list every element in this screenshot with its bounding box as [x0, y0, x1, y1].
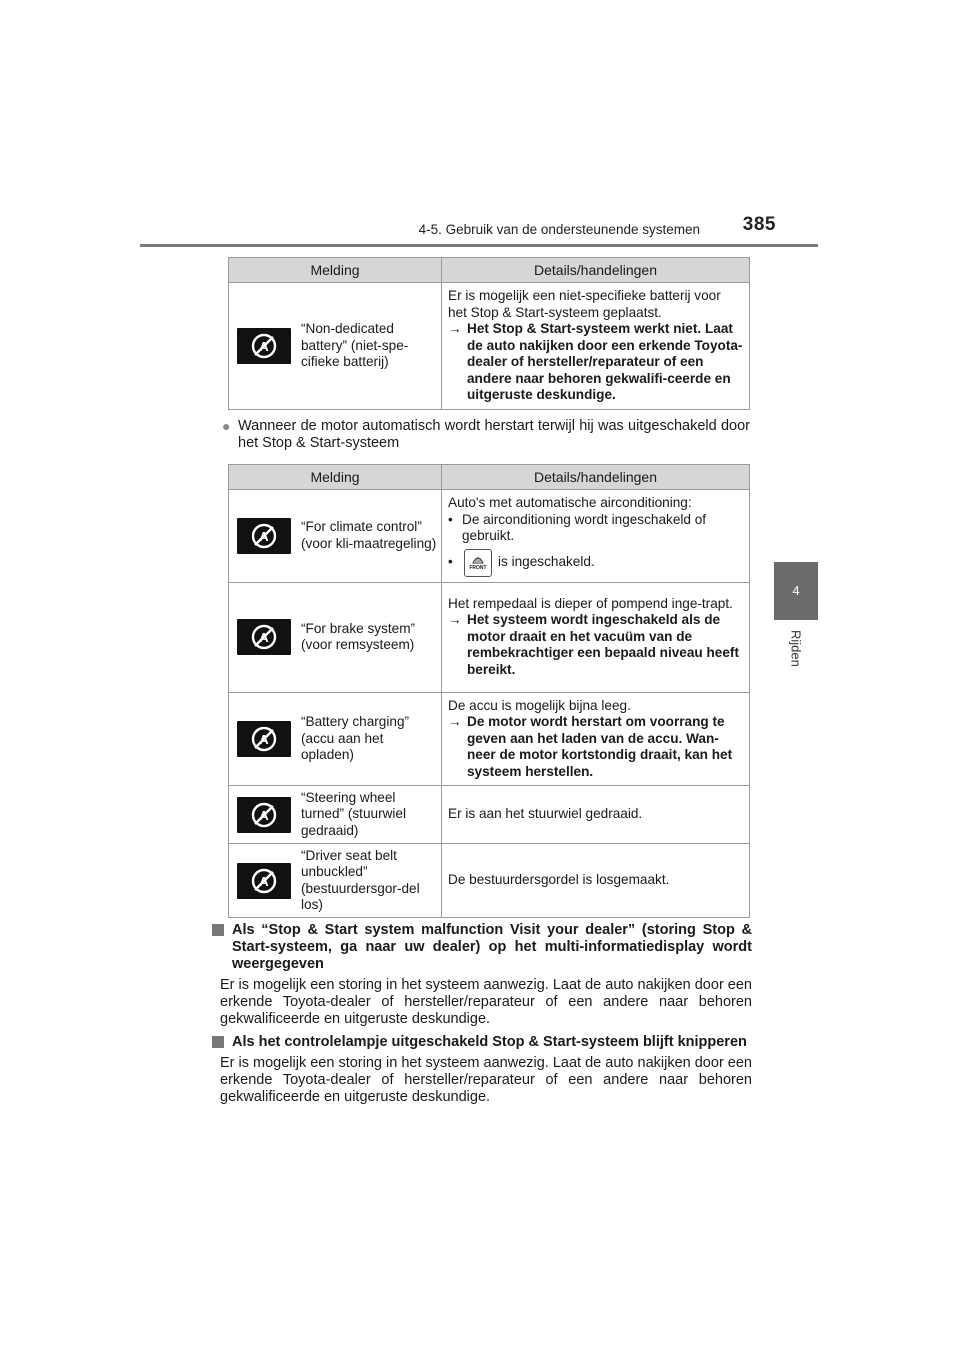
table-row [229, 582, 750, 692]
section-square-icon [212, 1036, 224, 1048]
svg-text:A: A [259, 338, 269, 354]
table-row [229, 692, 750, 786]
action-text: Het Stop & Start-systeem werkt niet. Laat de auto nakijken door een erkende Toyota-dealer of hersteller/reparateur of een andere naar behoren gekwalifi-ceerde en uitgeruste deskundige. [467, 321, 743, 402]
arrow-icon: → [448, 321, 462, 336]
bullet-icon: • [448, 554, 453, 570]
section-square-icon [212, 924, 224, 936]
svg-text:A: A [259, 873, 269, 889]
bullet-text: is ingeschakeld. [498, 554, 595, 570]
col-header-melding: Melding [229, 258, 442, 283]
section-malfunction-message [212, 922, 752, 1028]
arrow-icon: → [448, 612, 462, 628]
section-body: Er is mogelijk een storing in het systeem aanwezig. Laat de auto nakijken door een erkende Toyota-dealer of hersteller/reparateur of een andere naar behoren gekwalificeerde en uitgeruste deskundige. [220, 1055, 752, 1105]
action-text: De motor wordt herstart om voorrang te geven aan het laden van de accu. Wan-neer de motor kortstondig draait, kan het systeem herstellen. [467, 714, 733, 779]
front-defroster-icon: FRONT [464, 549, 492, 577]
stop-start-off-icon [237, 721, 291, 757]
detail-text: Er is aan het stuurwiel gedraaid. [448, 806, 643, 822]
page-number: 385 [742, 214, 776, 235]
bullet-text: De airconditioning wordt ingeschakeld of gebruikt. [462, 511, 707, 543]
chapter-label: Rijden [788, 630, 804, 667]
stop-start-off-icon [237, 797, 291, 833]
stop-start-off-icon [237, 863, 291, 899]
section-body: Er is mogelijk een storing in het systeem aanwezig. Laat de auto nakijken door een erkende Toyota-dealer of hersteller/reparateur of een andere naar behoren gekwalificeerde en uitgeruste deskundige. [220, 977, 752, 1027]
table-row [229, 844, 750, 918]
table-row [229, 786, 750, 844]
message-table-2 [228, 464, 750, 918]
table-row [229, 490, 750, 583]
detail-text: Er is mogelijk een niet-specifieke batterij voor het Stop & Start-systeem geplaatst. [448, 288, 721, 320]
col-header-details: Details/handelingen [442, 258, 750, 283]
svg-text:A: A [259, 528, 269, 544]
message-text: “For climate control” (voor kli-maatregeling) [301, 519, 437, 551]
chapter-tab: 4 [774, 562, 818, 620]
message-text: “Driver seat belt unbuckled” (bestuurdersgor-del los) [301, 847, 420, 912]
section-indicator-flashing [212, 1034, 752, 1106]
col-header-details: Details/handelingen [442, 465, 750, 490]
message-text: “For brake system” (voor remsysteem) [301, 620, 416, 652]
detail-text: Auto's met automatische airconditioning: [448, 495, 692, 510]
svg-text:A: A [259, 807, 269, 823]
bullet-paragraph [222, 418, 750, 452]
bullet-icon: • [448, 511, 453, 527]
action-text: Het systeem wordt ingeschakeld als de motor draait en het vacuüm van de rembekrachtiger een bepaald niveau heeft bereikt. [467, 612, 739, 677]
message-text: “Battery charging” (accu aan het opladen) [301, 714, 410, 762]
svg-text:A: A [259, 731, 269, 747]
detail-text: De bestuurdersgordel is losgemaakt. [448, 872, 670, 888]
section-heading: Als “Stop & Start system malfunction Visit your dealer” (storing Stop & Start-systeem, ga naar uw dealer) op het multi-informatiedisplay wordt weergegeven [232, 922, 752, 972]
col-header-melding: Melding [229, 465, 442, 490]
message-text: “Steering wheel turned” (stuurwiel gedraaid) [301, 789, 407, 838]
message-table-1 [228, 257, 750, 410]
stop-start-off-icon [237, 328, 291, 364]
stop-start-off-icon [237, 518, 291, 554]
detail-text: Het rempedaal is dieper of pompend inge-trapt. [448, 595, 733, 611]
running-header: 4-5. Gebruik van de ondersteunende systemen [418, 222, 700, 237]
table-row [229, 283, 750, 410]
header-rule [140, 244, 818, 247]
svg-text:A: A [259, 630, 269, 645]
bullet-text: Wanneer de motor automatisch wordt herstart terwijl hij was uitgeschakeld door het Stop & Start-systeem [238, 418, 750, 451]
message-text: “Non-dedicated battery” (niet-spe-cifieke batterij) [301, 321, 409, 369]
stop-start-off-icon [237, 619, 291, 655]
bullet-dot-icon: ● [222, 418, 231, 434]
detail-text: De accu is mogelijk bijna leeg. [448, 697, 631, 713]
section-heading: Als het controlelampje uitgeschakeld Stop & Start-systeem blijft knipperen [232, 1034, 747, 1050]
arrow-icon: → [448, 714, 462, 729]
